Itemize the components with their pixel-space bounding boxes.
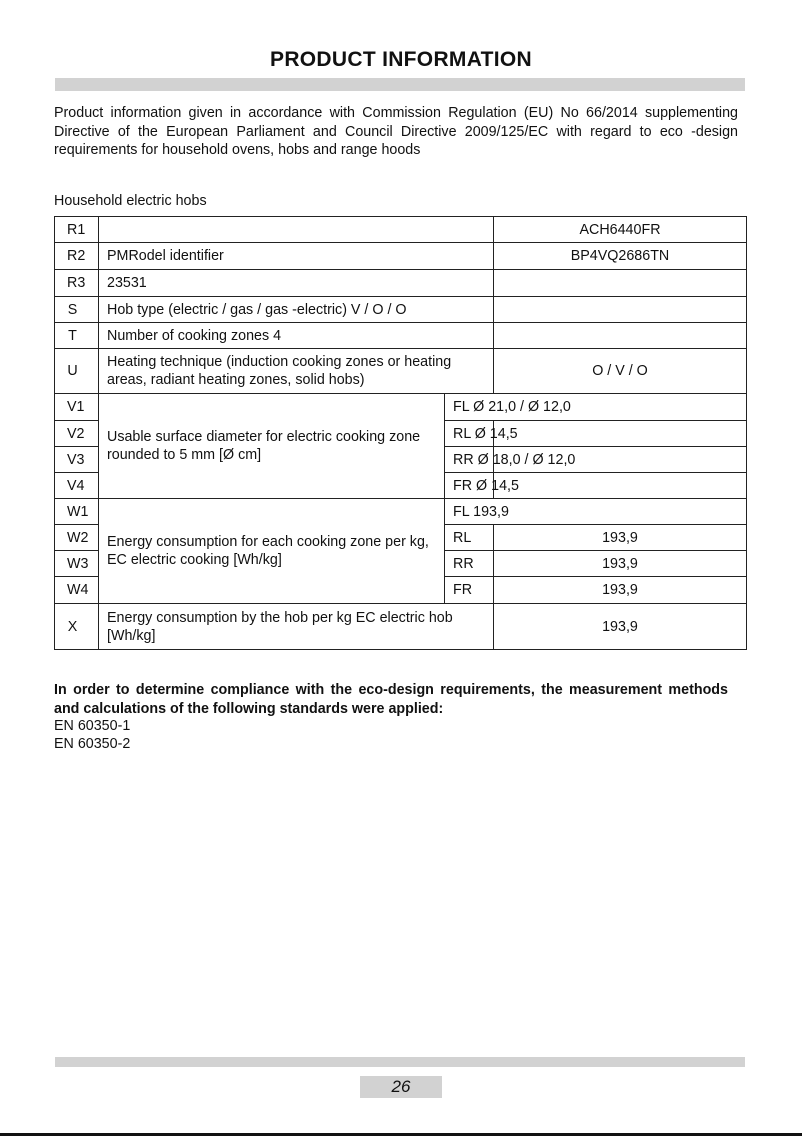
row-label: 23531: [99, 270, 494, 297]
zone-cell: FL 193,9: [445, 499, 747, 525]
zone-cell: FL Ø 21,0 / Ø 12,0: [445, 394, 747, 421]
row-code: U: [55, 349, 99, 394]
row-value: ACH6440FR: [494, 217, 747, 243]
row-value: [494, 323, 747, 349]
page-number: 26: [360, 1076, 442, 1098]
footer-divider-bar: [55, 1057, 745, 1067]
row-label: [99, 217, 494, 243]
row-code: R1: [55, 217, 99, 243]
row-value: BP4VQ2686TN: [494, 243, 747, 270]
row-code: T: [55, 323, 99, 349]
row-code: W2: [55, 525, 99, 551]
row-value: 193,9: [494, 551, 747, 577]
table-row: [55, 243, 747, 270]
header-divider-bar: [55, 78, 745, 91]
row-value: O / V / O: [494, 349, 747, 394]
energy-zone-label: Energy consumption for each cooking zone per kg, EC electric cooking [Wh/kg]: [99, 499, 445, 604]
section-label: Household electric hobs: [54, 193, 207, 209]
row-value: 193,9: [494, 577, 747, 604]
row-code: V3: [55, 447, 99, 473]
page-title: PRODUCT INFORMATION: [270, 48, 532, 71]
standard-item: EN 60350-1: [54, 718, 131, 734]
zone-cell: FR: [445, 577, 494, 604]
row-code: V1: [55, 394, 99, 421]
row-code: R3: [55, 270, 99, 297]
row-label: Hob type (electric / gas / gas -electric) V / O / O: [99, 297, 494, 323]
table-row: [55, 323, 747, 349]
zone-cell: RR: [445, 551, 494, 577]
compliance-note: In order to determine compliance with the eco-design requirements, the measurement methods and calculations of the following standards were applied:: [54, 682, 728, 717]
row-code: W3: [55, 551, 99, 577]
table-row: [55, 499, 747, 525]
table-row: [55, 217, 747, 243]
table-row: [55, 604, 747, 650]
row-value: [494, 297, 747, 323]
product-info-table: [54, 216, 747, 650]
row-code: W4: [55, 577, 99, 604]
table-row: [55, 394, 747, 421]
row-code: W1: [55, 499, 99, 525]
row-value: [494, 270, 747, 297]
standard-item: EN 60350-2: [54, 736, 131, 752]
row-code: S: [55, 297, 99, 323]
row-value: [494, 473, 747, 499]
table-row: [55, 349, 747, 394]
zone-cell: RL Ø 14,5: [445, 421, 494, 447]
row-value: 193,9: [494, 604, 747, 650]
row-code: V4: [55, 473, 99, 499]
table-row: [55, 270, 747, 297]
row-label: Heating technique (induction cooking zones or heating areas, radiant heating zones, solid hobs): [99, 349, 494, 394]
row-code: R2: [55, 243, 99, 270]
row-value: [494, 421, 747, 447]
row-code: V2: [55, 421, 99, 447]
zone-cell: RR Ø 18,0 / Ø 12,0: [445, 447, 494, 473]
intro-paragraph: Product information given in accordance with Commission Regulation (EU) No 66/2014 supplementing Directive of the European Parliament and Council Directive 2009/125/EC with regard to eco -design requirements for household ovens, hobs and range hoods: [54, 105, 738, 158]
row-value: 193,9: [494, 525, 747, 551]
zone-cell: FR Ø 14,5: [445, 473, 494, 499]
row-label: Number of cooking zones 4: [99, 323, 494, 349]
diameter-label: Usable surface diameter for electric cooking zone rounded to 5 mm [Ø cm]: [99, 394, 445, 499]
row-label: PMRodel identifier: [99, 243, 494, 270]
table-row: [55, 297, 747, 323]
row-code: X: [55, 604, 99, 650]
zone-cell: RL: [445, 525, 494, 551]
row-label: Energy consumption by the hob per kg EC electric hob [Wh/kg]: [99, 604, 494, 650]
